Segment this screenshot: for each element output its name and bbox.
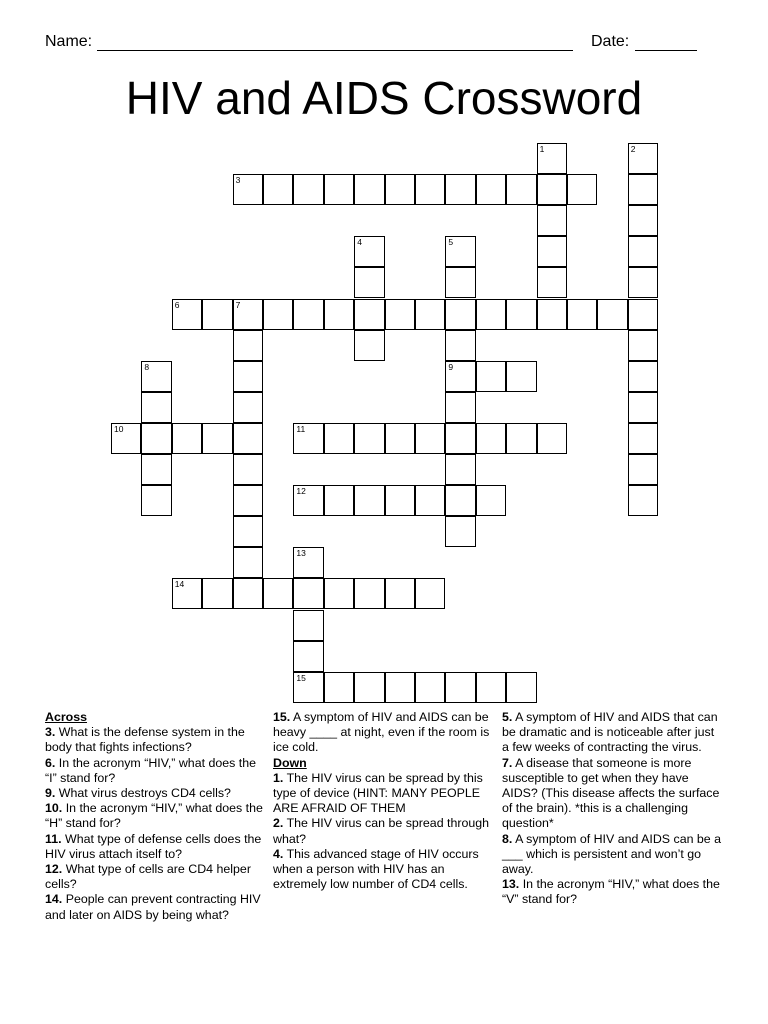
grid-cell[interactable]	[172, 299, 202, 330]
clue-across-14	[45, 892, 267, 922]
grid-cell[interactable]	[537, 143, 567, 174]
clue-number-label: 7	[235, 299, 241, 310]
clue-across-10	[45, 801, 267, 831]
clue-text: A disease that someone is more susceptible to get when they have AIDS? (This disease affects the surface of the brain). *this is a challenging question*	[502, 755, 720, 831]
clue-across-11	[45, 832, 267, 862]
clues-column-2	[273, 710, 495, 892]
grid-cell[interactable]	[293, 672, 323, 703]
clue-number-label: 5	[448, 237, 454, 248]
date-label: Date:	[591, 33, 630, 50]
grid-cell[interactable]	[445, 174, 475, 205]
grid-cell[interactable]	[476, 672, 506, 703]
grid-cell[interactable]	[293, 641, 323, 672]
clue-text: A symptom of HIV and AIDS can be a ___ which is persistent and won’t go away.	[502, 831, 722, 877]
grid-cell[interactable]	[628, 267, 658, 298]
clue-number-label: 15	[296, 672, 306, 683]
clue-number: 2.	[273, 816, 284, 831]
grid-cell[interactable]	[354, 330, 384, 361]
grid-cell[interactable]	[445, 672, 475, 703]
grid-cell[interactable]	[445, 516, 475, 547]
grid-cell[interactable]	[141, 485, 171, 516]
grid-cell[interactable]	[172, 423, 202, 454]
grid-cell[interactable]	[506, 174, 536, 205]
clue-number: 4.	[273, 846, 284, 861]
grid-cell[interactable]	[476, 299, 506, 330]
date-field[interactable]	[635, 50, 697, 51]
clue-text: A symptom of HIV and AIDS can be heavy ____ at night, even if the room is ice cold.	[273, 710, 490, 755]
grid-cell[interactable]	[445, 267, 475, 298]
grid-cell[interactable]	[385, 299, 415, 330]
grid-cell[interactable]	[141, 361, 171, 392]
clue-text: People can prevent contracting HIV and later on AIDS by being what?	[45, 892, 261, 922]
grid-cell[interactable]	[415, 174, 445, 205]
grid-cell[interactable]	[385, 174, 415, 205]
clue-text: What is the defense system in the body that fights infections?	[45, 725, 245, 755]
clue-number: 7.	[502, 755, 513, 770]
grid-cell[interactable]	[293, 299, 323, 330]
down-heading: Down	[273, 755, 307, 770]
clue-number: 9.	[45, 786, 56, 801]
grid-cell[interactable]	[415, 485, 445, 516]
grid-cell[interactable]	[202, 423, 232, 454]
clue-number: 12.	[45, 862, 63, 877]
clue-number-label: 11	[296, 423, 306, 434]
clue-down-8	[502, 832, 724, 878]
grid-cell[interactable]	[233, 299, 263, 330]
grid-cell[interactable]	[324, 423, 354, 454]
clue-number-label: 1	[539, 144, 545, 154]
clue-number: 10.	[45, 801, 63, 816]
clue-text: What virus destroys CD4 cells?	[58, 786, 231, 801]
clue-number: 3.	[45, 725, 56, 740]
clue-number-label: 4	[357, 237, 362, 248]
clue-number: 8.	[502, 831, 513, 846]
clue-number: 15.	[273, 710, 291, 724]
clue-across-15	[273, 710, 495, 756]
clue-across-9	[45, 786, 267, 801]
grid-cell[interactable]	[324, 299, 354, 330]
grid-cell[interactable]	[537, 267, 567, 298]
grid-cell[interactable]	[445, 330, 475, 361]
grid-cell[interactable]	[415, 299, 445, 330]
grid-cell[interactable]	[233, 423, 263, 454]
clue-number-label: 12	[296, 486, 306, 497]
grid-cell[interactable]	[293, 578, 323, 609]
grid-cell[interactable]	[354, 299, 384, 330]
grid-cell[interactable]	[567, 174, 597, 205]
clue-text: In the acronym “HIV,” what does the “H” stand for?	[45, 801, 263, 831]
clues-column-3	[502, 710, 724, 908]
clue-text: This advanced stage of HIV occurs when a person with HIV has an extremely low number of CD4 cells.	[273, 846, 479, 892]
grid-cell[interactable]	[628, 361, 658, 392]
clues-column-1	[45, 710, 267, 923]
clue-number: 14.	[45, 892, 63, 907]
grid-cell[interactable]	[233, 392, 263, 423]
grid-cell[interactable]	[476, 423, 506, 454]
grid-cell[interactable]	[202, 578, 232, 609]
grid-cell[interactable]	[537, 236, 567, 267]
clue-number-label: 10	[114, 423, 124, 434]
grid-cell[interactable]	[506, 361, 536, 392]
grid-cell[interactable]	[324, 672, 354, 703]
grid-cell[interactable]	[628, 485, 658, 516]
grid-cell[interactable]	[415, 672, 445, 703]
grid-cell[interactable]	[537, 205, 567, 236]
clue-text: In the acronym “HIV,” what does the “V” stand for?	[502, 877, 720, 907]
grid-cell[interactable]	[233, 454, 263, 485]
grid-cell[interactable]	[628, 143, 658, 174]
grid-cell[interactable]	[354, 423, 384, 454]
clue-down-7	[502, 756, 724, 832]
grid-cell[interactable]	[263, 174, 293, 205]
grid-cell[interactable]	[172, 578, 202, 609]
grid-cell[interactable]	[324, 578, 354, 609]
clue-number-label: 8	[144, 361, 150, 372]
grid-cell[interactable]	[628, 236, 658, 267]
clue-text: In the acronym “HIV,” what does the “I” stand for?	[45, 755, 256, 785]
name-label: Name:	[45, 33, 93, 50]
grid-cell[interactable]	[415, 578, 445, 609]
grid-cell[interactable]	[354, 672, 384, 703]
grid-cell[interactable]	[445, 361, 475, 392]
clue-across-3	[45, 725, 267, 755]
grid-cell[interactable]	[354, 236, 384, 267]
clue-text: The HIV virus can be spread by this type of device (HINT: MANY PEOPLE ARE AFRAID OF THEM	[273, 770, 483, 816]
clue-number: 11.	[45, 831, 62, 846]
grid-cell[interactable]	[354, 485, 384, 516]
grid-cell[interactable]	[415, 423, 445, 454]
grid-cell[interactable]	[445, 423, 475, 454]
grid-cell[interactable]	[233, 361, 263, 392]
clue-number: 6.	[45, 755, 56, 770]
clue-down-1	[273, 771, 495, 817]
grid-cell[interactable]	[445, 392, 475, 423]
grid-cell[interactable]	[233, 516, 263, 547]
grid-cell[interactable]	[628, 299, 658, 330]
clue-number: 5.	[502, 710, 513, 724]
grid-cell[interactable]	[263, 578, 293, 609]
grid-cell[interactable]	[324, 174, 354, 205]
clue-text: What type of defense cells does the HIV virus attach itself to?	[45, 831, 262, 861]
grid-cell[interactable]	[233, 174, 263, 205]
name-field[interactable]	[97, 50, 573, 51]
page-title: HIV and AIDS Crossword	[125, 72, 643, 124]
grid-cell[interactable]	[385, 423, 415, 454]
clue-number-label: 9	[448, 361, 454, 372]
grid-cell[interactable]	[233, 330, 263, 361]
grid-cell[interactable]	[385, 485, 415, 516]
clue-text: The HIV virus can be spread through what?	[273, 816, 490, 846]
clue-number-label: 13	[296, 548, 306, 559]
grid-cell[interactable]	[141, 392, 171, 423]
grid-cell[interactable]	[293, 485, 323, 516]
grid-cell[interactable]	[293, 174, 323, 205]
grid-cell[interactable]	[628, 454, 658, 485]
grid-cell[interactable]	[233, 578, 263, 609]
clue-number: 13.	[502, 877, 520, 892]
grid-cell[interactable]	[506, 423, 536, 454]
grid-cell[interactable]	[628, 392, 658, 423]
grid-cell[interactable]	[445, 485, 475, 516]
clue-down-4	[273, 847, 495, 893]
grid-cell[interactable]	[324, 485, 354, 516]
clue-number-label: 6	[174, 299, 180, 310]
grid-cell[interactable]	[385, 672, 415, 703]
grid-cell[interactable]	[628, 174, 658, 205]
clue-number-label: 3	[235, 175, 241, 186]
clue-number-label: 14	[174, 579, 185, 590]
grid-cell[interactable]	[476, 361, 506, 392]
clue-across-6	[45, 756, 267, 786]
grid-cell[interactable]	[293, 547, 323, 578]
grid-cell[interactable]	[202, 299, 232, 330]
clue-text: What type of cells are CD4 helper cells?	[45, 862, 251, 892]
grid-cell[interactable]	[233, 547, 263, 578]
clue-text: A symptom of HIV and AIDS that can be dramatic and is noticeable after just a few weeks of contracting the virus.	[502, 710, 718, 755]
grid-cell[interactable]	[354, 578, 384, 609]
grid-cell[interactable]	[506, 299, 536, 330]
grid-cell[interactable]	[628, 330, 658, 361]
grid-cell[interactable]	[293, 610, 323, 641]
grid-cell[interactable]	[263, 299, 293, 330]
grid-cell[interactable]	[354, 267, 384, 298]
clue-down-5	[502, 710, 724, 756]
across-heading: Across	[45, 710, 88, 724]
grid-cell[interactable]	[233, 485, 263, 516]
grid-cell[interactable]	[445, 454, 475, 485]
grid-cell[interactable]	[537, 299, 567, 330]
clue-number-label: 2	[630, 144, 636, 154]
clue-down-2	[273, 816, 495, 846]
grid-cell[interactable]	[476, 485, 506, 516]
grid-cell[interactable]	[445, 299, 475, 330]
grid-cell[interactable]	[293, 423, 323, 454]
clue-across-12	[45, 862, 267, 892]
clue-down-13	[502, 877, 724, 907]
grid-cell[interactable]	[141, 423, 171, 454]
grid-cell[interactable]	[141, 454, 171, 485]
grid-cell[interactable]	[628, 423, 658, 454]
grid-cell[interactable]	[354, 174, 384, 205]
grid-cell[interactable]	[445, 236, 475, 267]
grid-cell[interactable]	[597, 299, 627, 330]
clue-number: 1.	[273, 770, 284, 785]
grid-cell[interactable]	[476, 174, 506, 205]
grid-cell[interactable]	[537, 423, 567, 454]
grid-cell[interactable]	[567, 299, 597, 330]
grid-cell[interactable]	[537, 174, 567, 205]
grid-cell[interactable]	[628, 205, 658, 236]
grid-cell[interactable]	[506, 672, 536, 703]
grid-cell[interactable]	[385, 578, 415, 609]
header	[0, 33, 768, 55]
grid-cell[interactable]	[111, 423, 141, 454]
